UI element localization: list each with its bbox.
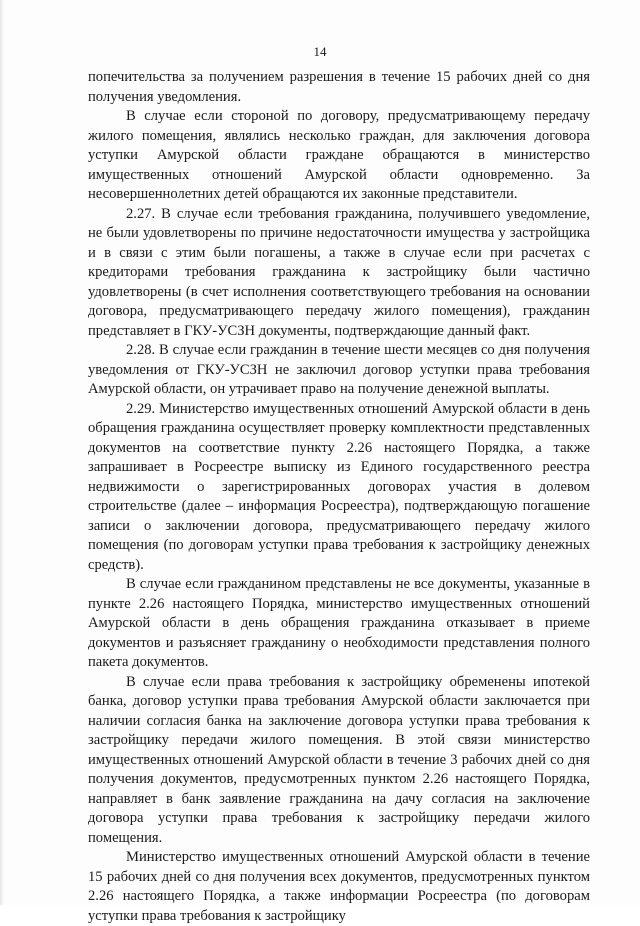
- paragraph-2-27: 2.27. В случае если требования гражданина, получившего уведомление, не были удовлетворены по причине недостаточности имущества у застройщика и в связи с этим были погашены, а также в случае если при расчетах с кредиторами требования гражданина к застройщику были частично удовлетворены (в счет исполнения соответствующего требования на основании договора, предусматривающего передачу жилого помещения), гражданин представляет в ГКУ-УСЗН документы, подтверждающие данный факт.: [88, 205, 590, 339]
- scan-edge: [0, 0, 4, 905]
- paragraph-several-citizens: В случае если стороной по договору, предусматривающему передачу жилого помещения, являлись несколько граждан, для заключения договора уступки Амурской области граждане обращаются в министерство имущественных отношений Амурской области одновременно. За несовершеннолетних детей обращаются их законные представители.: [88, 108, 590, 202]
- paragraph-2-29: 2.29. Министерство имущественных отношений Амурской области в день обращения гражданина осуществляет проверку комплектности представленных документов на соответствие пункту 2.26 настоящего Порядка, а также запрашивает в Росреестре выписку из Единого государственного реестра недвижимости о зарегистрированных договорах участия в долевом строительстве (далее – информация Росреестра), подтверждающую погашение записи о заключении договора, предусматривающего передачу жилого помещения (по договорам уступки права требования к застройщику денежных средств).: [88, 400, 590, 573]
- paragraph-incomplete-documents: В случае если гражданином представлены не все документы, указанные в пункте 2.26 настоящего Порядка, министерство имущественных отношений Амурской области в день обращения гражданина отказывает в приеме документов и разъясняет гражданину о необходимости представления полного пакета документов.: [88, 576, 590, 670]
- page-number: 14: [313, 44, 327, 59]
- paragraph-mortgage: В случае если права требования к застройщику обременены ипотекой банка, договор уступки права требования Амурской области заключается при наличии согласия банка на заключение договора уступки права требования к застройщику передачи жилого помещения. В этой связи министерство имущественных отношений Амурской области в течение 3 рабочих дней со дня получения документов, предусмотренных пунктом 2.26 настоящего Порядка, направляет в банк заявление гражданина на дачу согласия на заключение договора уступки права требования к застройщику передачи жилого помещения.: [88, 673, 590, 846]
- paragraph-2-28: 2.28. В случае если гражданин в течение шести месяцев со дня получения уведомления от ГКУ-УСЗН не заключил договор уступки права требования Амурской области, он утрачивает право на получение денежной выплаты.: [88, 342, 590, 397]
- document-body: [88, 68, 590, 926]
- paragraph-continuation: попечительства за получением разрешения в течение 15 рабочих дней со дня получения уведомления.: [88, 69, 590, 105]
- paragraph-ministry-15-days: Министерство имущественных отношений Амурской области в течение 15 рабочих дней со дня получения всех документов, предусмотренных пунктом 2.26 настоящего Порядка, а также информации Росреестра (по договорам уступки права требования к застройщику: [88, 849, 590, 924]
